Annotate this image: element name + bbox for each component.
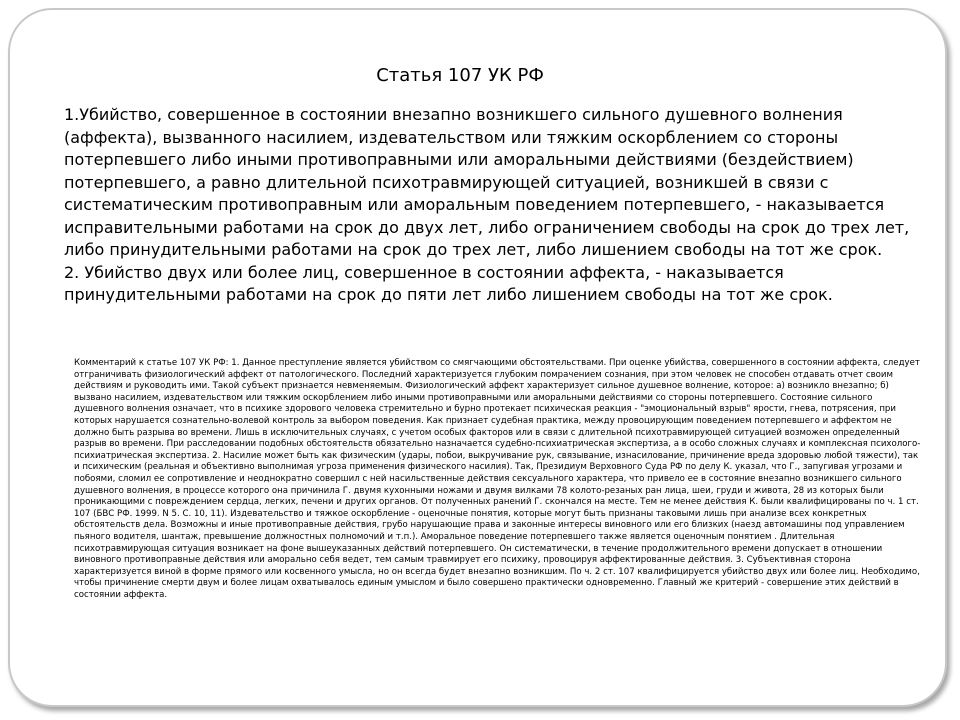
slide-card <box>8 8 947 707</box>
article-commentary: Комментарий к статье 107 УК РФ: 1. Данное преступление является убийством со смягчающими обстоятельствами. При оценке убийства, совершенного в состоянии аффекта, следует отграничивать физиологический аффект от патологического. Последний характеризуется глубоким помрачением сознания, при этом человек не способен отдавать отчет своим действиям и руководить ими. Такой субъект признается невменяемым. Физиологический аффект характеризует сильное душевное волнение, которое: а) возникло внезапно; б) вызвано насилием, издевательством или тяжким оскорблением либо иными противоправными или аморальными действиями со стороны потерпевшего. Состояние сильного душевного волнения означает, что в психике здорового человека стремительно и бурно протекает психическая реакция - "эмоциональный взрыв" ярости, гнева, потрясения, при которых нарушается сознательно-волевой контроль за выбором поведения. Как признает судебная практика, между провоцирующим поведением потерпевшего и аффектом не должно быть разрыва во времени. Лишь в исключительных случаях, с учетом особых факторов или в связи с длительной психотравмирующей ситуацией возможен определенный разрыв во времени. При расследовании подобных обстоятельств обязательно назначается судебно-психиатрическая экспертиза, а в особо сложных случаях и комплексная психолого-психиатрическая экспертиза. 2. Насилие может быть как физическим (удары, побои, выкручивание рук, связывание, изнасилование, причинение вреда здоровью любой тяжести), так и психическим (реальная и объективно выполнимая угроза применения физического насилия). Так, Президиум Верховного Суда РФ по делу К. указал, что Г., запугивая угрозами и побоями, сломил ее сопротивление и неоднократно совершил с ней насильственные действия сексуального характера, что привело ее в состояние внезапно возникшего сильного душевного волнения, в процессе которого она причинила Г. двумя кухонными ножами и двумя вилками 78 колото-резаных ран лица, шеи, груди и живота, 28 из которых были проникающими с повреждением сердца, легких, печени и других органов. От полученных ранений Г. скончался на месте. Тем не менее действия К. были квалифицированы по ч. 1 ст. 107 (БВС РФ. 1999. N 5. С. 10, 11). Издевательство и тяжкое оскорбление - оценочные понятия, которые могут быть признаны таковыми лишь при анализе всех конкретных обстоятельств дела. Возможны и иные противоправные действия, грубо нарушающие права и законные интересы виновного или его близких (наезд автомашины под управлением пьяного водителя, шантаж, превышение должностных полномочий и т.п.). Аморальное поведение потерпевшего также является оценочным понятием . Длительная психотравмирующая ситуация возникает на фоне вышеуказанных действий потерпевшего. Он систематически, в течение продолжительного времени допускает в отношении виновного противоправные действия или аморально себя ведет, тем самым травмирует его психику, провоцируя аффектированные действия. 3. Субъективная сторона характеризуется виной в форме прямого или косвенного умысла, но он всегда будет внезапно возникшим. По ч. 2 ст. 107 квалифицируется убийство двух или более лиц. Необходимо, чтобы причинение смерти двум и более лицам охватывалось единым умыслом и было совершено практически одновременно. Главный же критерий - совершение этих действий в состоянии аффекта. <box>74 358 921 600</box>
article-part-2: 2. Убийство двух или более лиц, совершенное в состоянии аффекта, - наказывается принудительными работами на срок до пяти лет либо лишением свободы на тот же срок. <box>64 262 833 304</box>
article-title: Статья 107 УК РФ <box>376 65 544 86</box>
article-text <box>64 104 924 307</box>
article-part-1: 1.Убийство, совершенное в состоянии внезапно возникшего сильного душевного волнения (аффекта), вызванного насилием, издевательством или тяжким оскорблением со стороны потерпевшего либо иными противоправными или аморальными действиями (бездействием) потерпевшего, а равно длительной психотравмирующей ситуацией, возникшей в связи с систематическим противоправным или аморальным поведением потерпевшего, - наказывается исправительными работами на срок до двух лет, либо ограничением свободы на срок до трех лет, либо принудительными работами на срок до трех лет, либо лишением свободы на тот же срок. <box>64 105 910 259</box>
